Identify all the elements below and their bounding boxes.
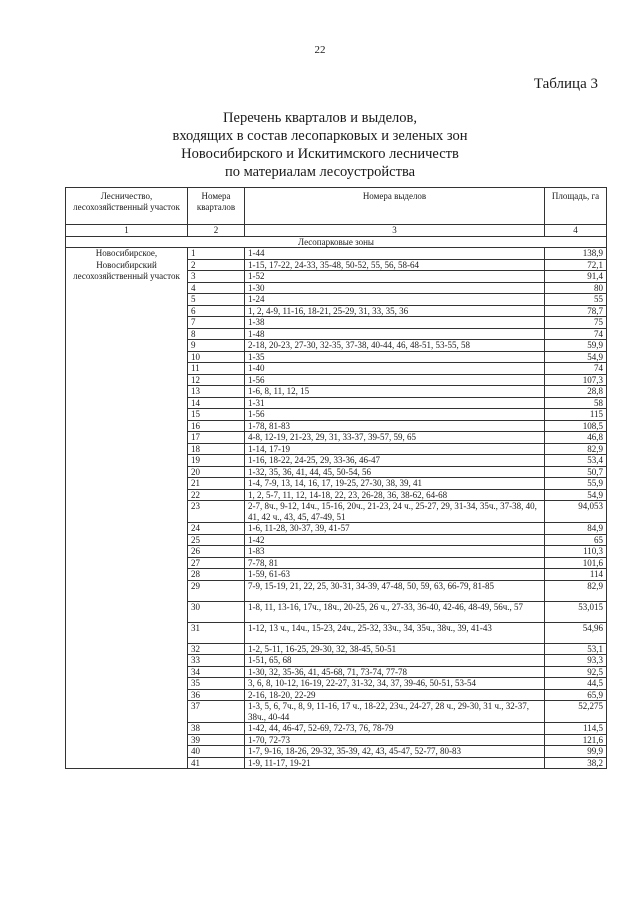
quarter-number: 18 [188, 443, 245, 455]
vydely-list: 1-15, 17-22, 24-33, 35-48, 50-52, 55, 56, 58-64 [245, 259, 545, 271]
col-number-3: 3 [245, 225, 545, 237]
vydely-list: 1-12, 13 ч., 14ч., 15-23, 24ч., 25-32, 33ч., 34, 35ч., 38ч., 39, 41-43 [245, 622, 545, 643]
title-line: по материалам лесоустройства [224, 164, 416, 180]
area-value: 75 [545, 317, 607, 329]
forestry-name: Новосибирское, Новосибирский лесохозяйственный участок [66, 248, 188, 769]
quarter-number: 19 [188, 455, 245, 467]
vydely-list: 1-8, 11, 13-16, 17ч., 18ч., 20-25, 26 ч., 27-33, 36-40, 42-46, 48-49, 56ч., 57 [245, 601, 545, 622]
area-value: 99,9 [545, 746, 607, 758]
vydely-list: 1-16, 18-22, 24-25, 29, 33-36, 46-47 [245, 455, 545, 467]
vydely-list: 1-59, 61-63 [245, 569, 545, 581]
area-value: 28,8 [545, 386, 607, 398]
area-value: 82,9 [545, 580, 607, 601]
quarter-number: 25 [188, 534, 245, 546]
area-value: 91,4 [545, 271, 607, 283]
quarter-number: 37 [188, 701, 245, 723]
title-line: Перечень кварталов и выделов, [223, 110, 417, 126]
vydely-list: 1-83 [245, 546, 545, 558]
quarter-number: 9 [188, 340, 245, 352]
area-value: 58 [545, 397, 607, 409]
quarter-number: 34 [188, 666, 245, 678]
area-value: 52,275 [545, 701, 607, 723]
area-value: 72,1 [545, 259, 607, 271]
col-number-1: 1 [66, 225, 188, 237]
area-value: 55,9 [545, 478, 607, 490]
area-value: 53,4 [545, 455, 607, 467]
vydely-list: 1-56 [245, 374, 545, 386]
vydely-list: 1-2, 5-11, 16-25, 29-30, 32, 38-45, 50-51 [245, 643, 545, 655]
quarter-number: 21 [188, 478, 245, 490]
area-value: 46,8 [545, 432, 607, 444]
vydely-list: 1-52 [245, 271, 545, 283]
area-value: 38,2 [545, 757, 607, 769]
vydely-list: 1-7, 9-16, 18-26, 29-32, 35-39, 42, 43, 45-47, 52-77, 80-83 [245, 746, 545, 758]
vydely-list: 1-35 [245, 351, 545, 363]
quarter-number: 40 [188, 746, 245, 758]
area-value: 59,9 [545, 340, 607, 352]
quarters-table [65, 187, 607, 769]
quarter-number: 20 [188, 466, 245, 478]
area-value: 53,1 [545, 643, 607, 655]
vydely-list: 1-42 [245, 534, 545, 546]
quarter-number: 15 [188, 409, 245, 421]
title-line: входящих в состав лесопарковых и зеленых зон [172, 128, 468, 144]
quarter-number: 22 [188, 489, 245, 501]
area-value: 121,6 [545, 734, 607, 746]
header-vydely: Номера выделов [245, 188, 545, 225]
vydely-list: 1-3, 5, 6, 7ч., 8, 9, 11-16, 17 ч., 18-22, 23ч., 24-27, 28 ч., 29-30, 31 ч., 32-37, 38ч., 40-44 [245, 701, 545, 723]
area-value: 54,9 [545, 489, 607, 501]
area-value: 74 [545, 328, 607, 340]
vydely-list: 7-9, 15-19, 21, 22, 25, 30-31, 34-39, 47-48, 50, 59, 63, 66-79, 81-85 [245, 580, 545, 601]
area-value: 78,7 [545, 305, 607, 317]
vydely-list: 1-40 [245, 363, 545, 375]
quarter-number: 16 [188, 420, 245, 432]
area-value: 74 [545, 363, 607, 375]
area-value: 65,9 [545, 689, 607, 701]
quarter-number: 4 [188, 282, 245, 294]
vydely-list: 1-56 [245, 409, 545, 421]
vydely-list: 1-14, 17-19 [245, 443, 545, 455]
quarter-number: 26 [188, 546, 245, 558]
quarter-number: 38 [188, 723, 245, 735]
area-value: 55 [545, 294, 607, 306]
vydely-list: 1-6, 8, 11, 12, 15 [245, 386, 545, 398]
quarter-number: 33 [188, 655, 245, 667]
area-value: 82,9 [545, 443, 607, 455]
vydely-list: 2-16, 18-20, 22-29 [245, 689, 545, 701]
quarter-number: 11 [188, 363, 245, 375]
vydely-list: 1-42, 44, 46-47, 52-69, 72-73, 76, 78-79 [245, 723, 545, 735]
vydely-list: 1, 2, 4-9, 11-16, 18-21, 25-29, 31, 33, 35, 36 [245, 305, 545, 317]
quarter-number: 41 [188, 757, 245, 769]
vydely-list: 1-70, 72-73 [245, 734, 545, 746]
area-value: 108,5 [545, 420, 607, 432]
area-value: 92,5 [545, 666, 607, 678]
area-value: 54,96 [545, 622, 607, 643]
title-line: Новосибирского и Искитимского лесничеств [181, 146, 459, 162]
area-value: 80 [545, 282, 607, 294]
quarter-number: 12 [188, 374, 245, 386]
vydely-list: 1-30 [245, 282, 545, 294]
area-value: 65 [545, 534, 607, 546]
vydely-list: 1-32, 35, 36, 41, 44, 45, 50-54, 56 [245, 466, 545, 478]
area-value: 138,9 [545, 248, 607, 260]
vydely-list: 2-7, 8ч., 9-12, 14ч., 15-16, 20ч., 21-23, 24 ч., 25-27, 29, 31-34, 35ч., 37-38, 40, 41, 42 ч., 43, 45, 47-49, 51 [245, 501, 545, 523]
area-value: 94,053 [545, 501, 607, 523]
vydely-list: 7-78, 81 [245, 557, 545, 569]
quarter-number: 29 [188, 580, 245, 601]
header-area: Площадь, га [545, 188, 607, 225]
header-forestry: Лесничество, лесохозяйственный участок [66, 188, 188, 225]
vydely-list: 1-51, 65, 68 [245, 655, 545, 667]
vydely-list: 2-18, 20-23, 27-30, 32-35, 37-38, 40-44, 46, 48-51, 53-55, 58 [245, 340, 545, 352]
col-number-2: 2 [188, 225, 245, 237]
quarter-number: 30 [188, 601, 245, 622]
quarter-number: 36 [188, 689, 245, 701]
quarter-number: 10 [188, 351, 245, 363]
quarter-number: 13 [188, 386, 245, 398]
quarter-number: 5 [188, 294, 245, 306]
table-body [66, 248, 607, 769]
area-value: 84,9 [545, 523, 607, 535]
vydely-list: 1, 2, 5-7, 11, 12, 14-18, 22, 23, 26-28, 36, 38-62, 64-68 [245, 489, 545, 501]
vydely-list: 1-44 [245, 248, 545, 260]
area-value: 110,3 [545, 546, 607, 558]
vydely-list: 1-31 [245, 397, 545, 409]
area-value: 44,5 [545, 678, 607, 690]
quarter-number: 27 [188, 557, 245, 569]
vydely-list: 4-8, 12-19, 21-23, 29, 31, 33-37, 39-57, 59, 65 [245, 432, 545, 444]
vydely-list: 1-6, 11-28, 30-37, 39, 41-57 [245, 523, 545, 535]
section-title: Лесопарковые зоны [66, 236, 607, 248]
quarter-number: 35 [188, 678, 245, 690]
vydely-list: 1-9, 11-17, 19-21 [245, 757, 545, 769]
quarter-number: 14 [188, 397, 245, 409]
vydely-list: 1-48 [245, 328, 545, 340]
document-title [0, 109, 640, 181]
quarter-number: 7 [188, 317, 245, 329]
vydely-list: 1-24 [245, 294, 545, 306]
quarter-number: 31 [188, 622, 245, 643]
area-value: 115 [545, 409, 607, 421]
vydely-list: 1-38 [245, 317, 545, 329]
area-value: 93,3 [545, 655, 607, 667]
quarter-number: 2 [188, 259, 245, 271]
area-value: 53,015 [545, 601, 607, 622]
quarter-number: 28 [188, 569, 245, 581]
table-label: Таблица 3 [533, 76, 598, 92]
quarter-number: 1 [188, 248, 245, 260]
quarter-number: 32 [188, 643, 245, 655]
quarter-number: 24 [188, 523, 245, 535]
table-row [66, 248, 607, 260]
quarter-number: 6 [188, 305, 245, 317]
vydely-list: 1-4, 7-9, 13, 14, 16, 17, 19-25, 27-30, 38, 39, 41 [245, 478, 545, 490]
area-value: 54,9 [545, 351, 607, 363]
page-number: 22 [314, 44, 326, 56]
col-number-4: 4 [545, 225, 607, 237]
area-value: 50,7 [545, 466, 607, 478]
quarter-number: 17 [188, 432, 245, 444]
area-value: 114 [545, 569, 607, 581]
quarter-number: 23 [188, 501, 245, 523]
vydely-list: 3, 6, 8, 10-12, 16-19, 22-27, 31-32, 34, 37, 39-46, 50-51, 53-54 [245, 678, 545, 690]
header-quarters: Номера кварталов [188, 188, 245, 225]
area-value: 101,6 [545, 557, 607, 569]
quarter-number: 3 [188, 271, 245, 283]
vydely-list: 1-30, 32, 35-36, 41, 45-68, 71, 73-74, 77-78 [245, 666, 545, 678]
area-value: 114,5 [545, 723, 607, 735]
quarter-number: 39 [188, 734, 245, 746]
vydely-list: 1-78, 81-83 [245, 420, 545, 432]
quarter-number: 8 [188, 328, 245, 340]
area-value: 107,3 [545, 374, 607, 386]
